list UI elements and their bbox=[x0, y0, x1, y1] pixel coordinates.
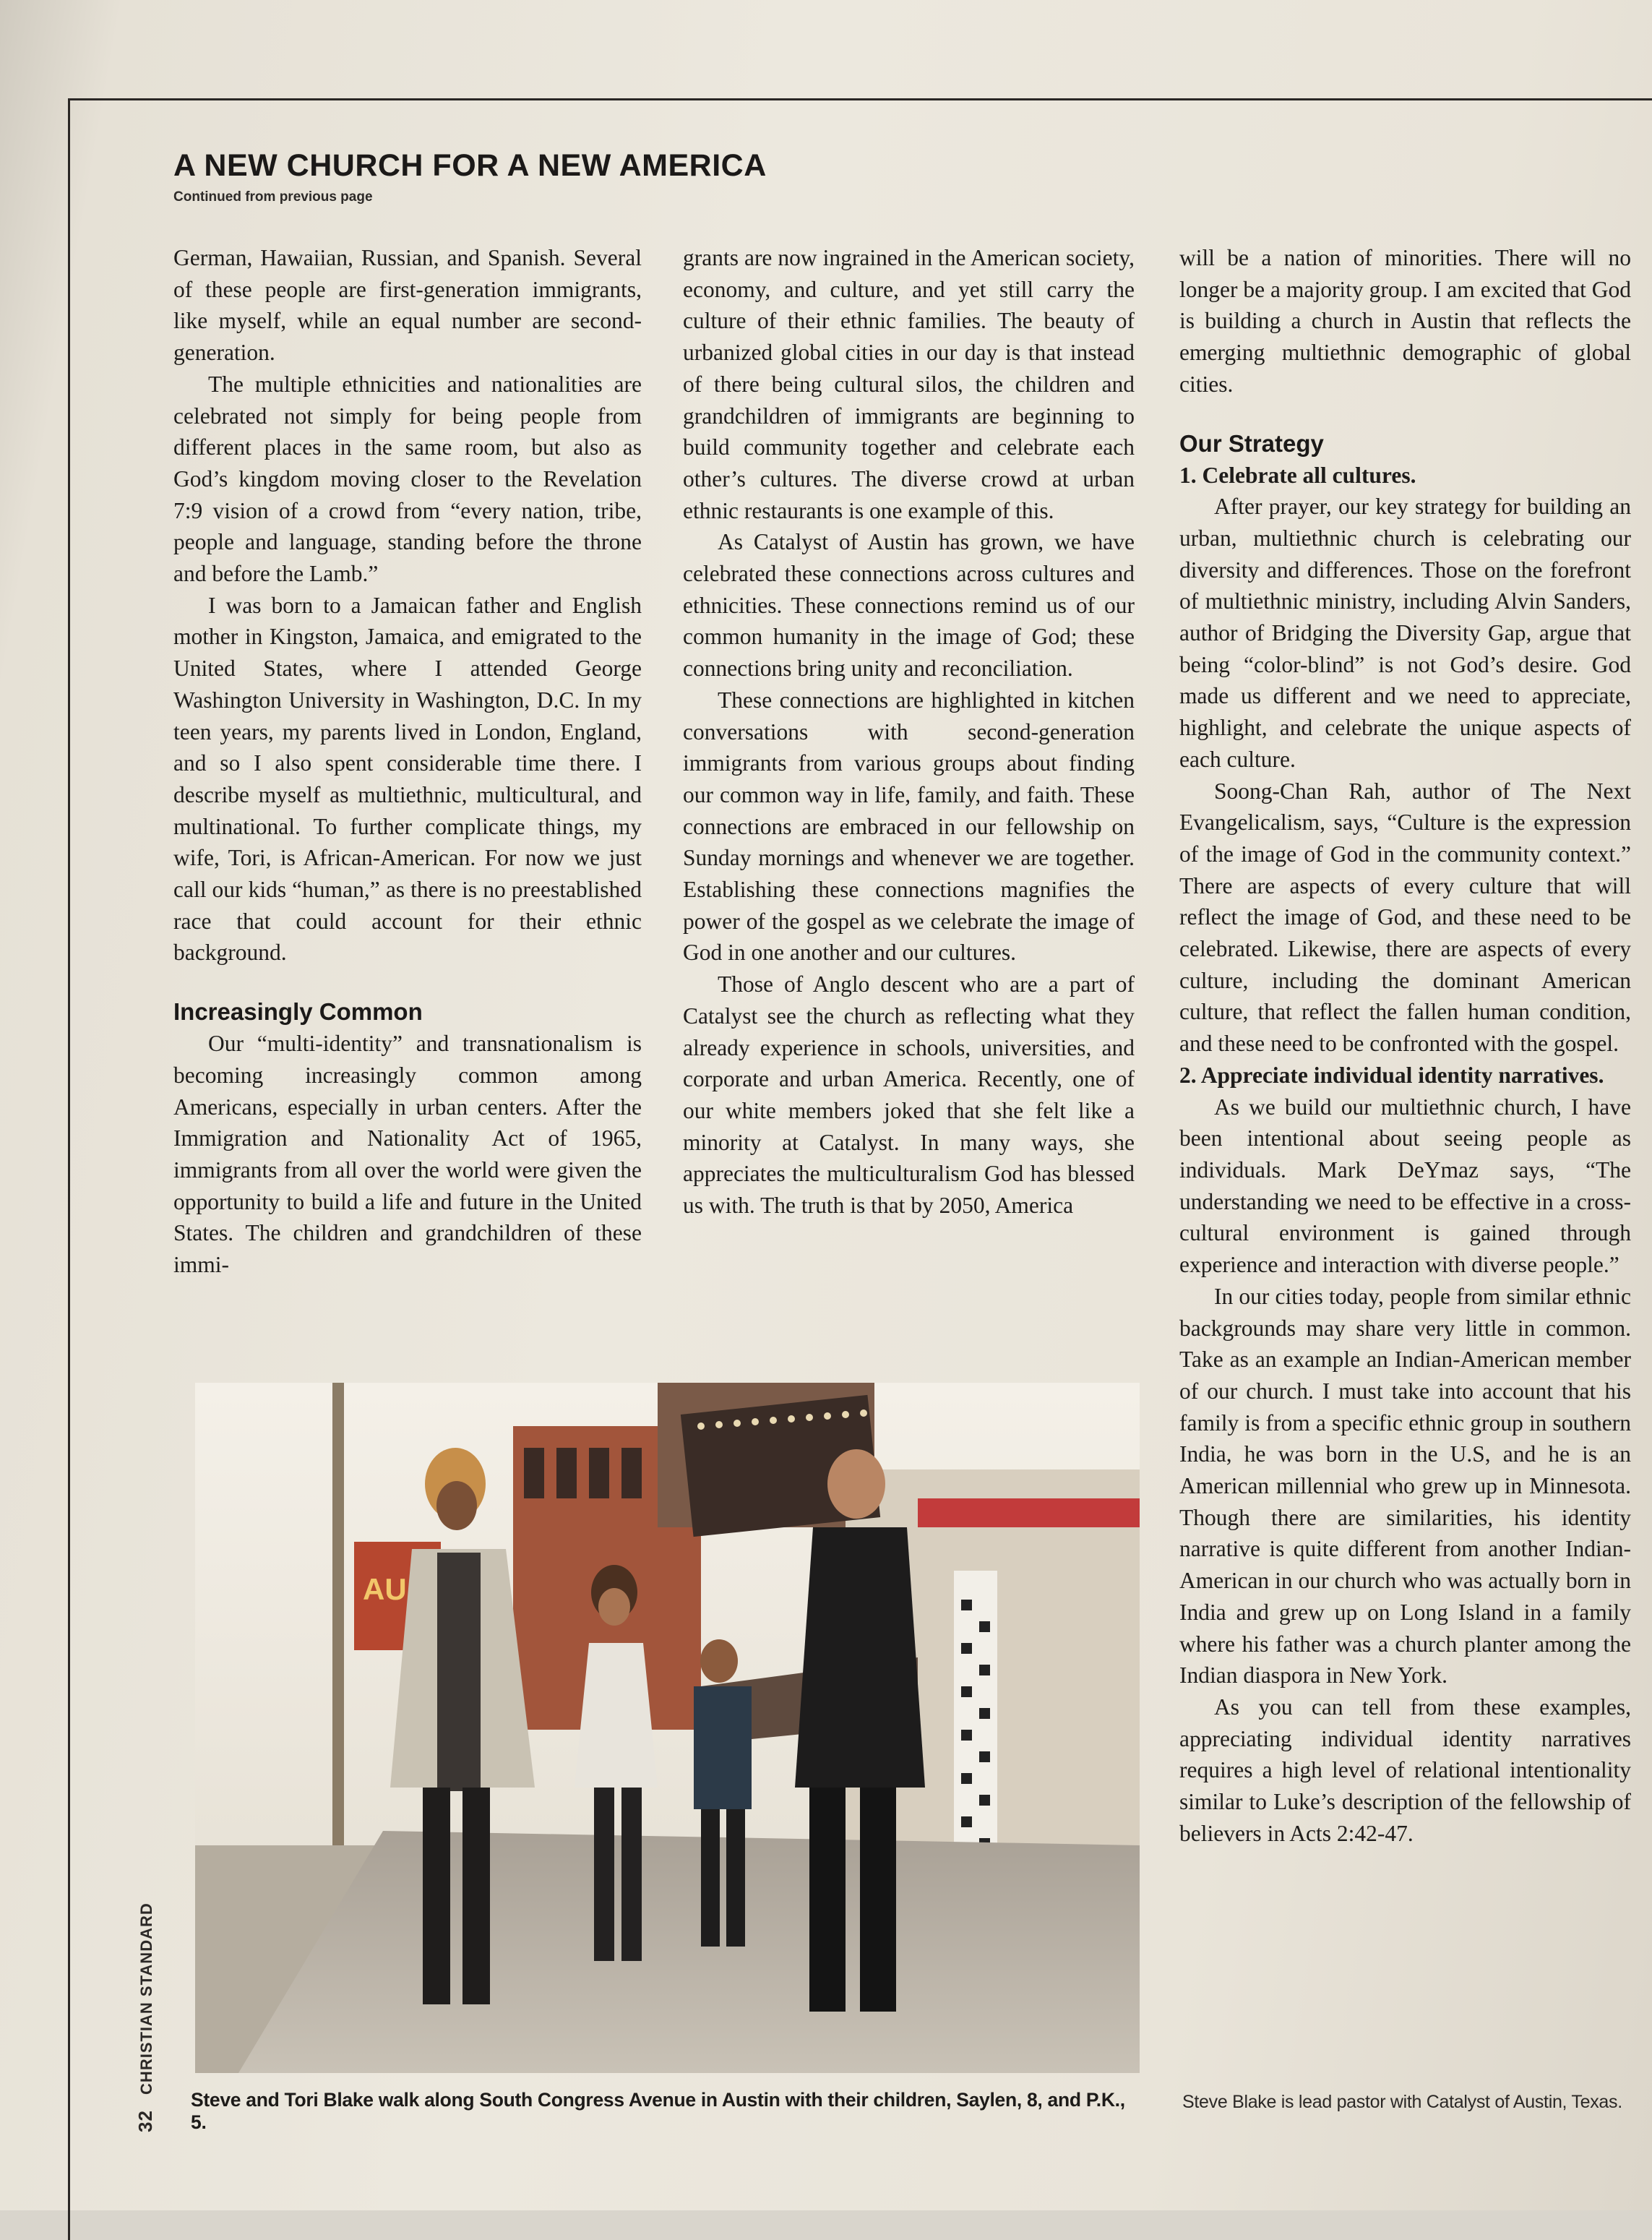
storefront-sign-text: AU bbox=[363, 1572, 407, 1606]
paragraph: As we build our multiethnic church, I have been intentional about seeing people as individuals. Mark DeYmaz says, “The understanding we need to be effective in a cross-cultural environment is gained through experience and interaction with diverse people.” bbox=[1179, 1094, 1631, 1278]
column-2 bbox=[683, 242, 1135, 1222]
publication-name: CHRISTIAN STANDARD bbox=[137, 1902, 155, 2095]
paragraph: grants are now ingrained in the American society, economy, and culture, and yet still carry the culture of their ethnic families. The beauty of urbanized global cities in our day is that instead of there being cultural silos, the children and grandchildren of immigrants are beginning to build community together and celebrate each other’s cultures. The diverse crowd at urban ethnic restaurants is one example of this. bbox=[683, 245, 1135, 523]
paragraph: Those of Anglo descent who are a part of Catalyst see the church as reflecting what they already experience in schools, universities, and corporate and urban America. Recently, one of our white members joked that she felt like a minority at Catalyst. In many ways, she appreciates the multiculturalism God has blessed us with. The truth is that by 2050, America bbox=[683, 971, 1135, 1219]
author-bio: Steve Blake is lead pastor with Catalyst of Austin, Texas. bbox=[1182, 2092, 1622, 2112]
paragraph: These connections are highlighted in kitchen conversations with second-generation immigrants from various groups about finding our common way in life, family, and faith. These connections are embraced in our fellowship on Sunday mornings and whenever we are together. Establishing these connections magnifies the power of the gospel as we celebrate the image of God in one another and our cultures. bbox=[683, 687, 1135, 966]
paragraph: I was born to a Jamaican father and English mother in Kingston, Jamaica, and emigrated to the United States, where I attended George Washington University in Washington, D.C. In my teen years, my parents lived in London, England, and so I also spent considerable time there. I describe myself as multiethnic, multicultural, and multinational. To further complicate things, my wife, Tori, is African-American. For now we just call our kids “human,” as there is no preestablished race that could account for their ethnic background. bbox=[173, 592, 642, 966]
family-street-photo bbox=[195, 1383, 1140, 2073]
paragraph: In our cities today, people from similar ethnic backgrounds may share very little in common. Take as an example an Indian-American member of our church. I must take into account that his family is from a specific ethnic group in southern India, he was born in the U.S, and he is an American millennial who grew up in Minnesota. Though there are similarities, his identity narrative is quite different from another Indian-American in our church who was actually born in India and grew up on Long Island in a family where his father was a church planter among the Indian diaspora in New York. bbox=[1179, 1283, 1631, 1688]
continued-note: Continued from previous page bbox=[173, 189, 373, 205]
column-3 bbox=[1179, 242, 1631, 1849]
paragraph: After prayer, our key strategy for building an urban, multiethnic church is celebrating our diversity and differences. Those on the forefront of multiethnic ministry, including Alvin Sanders, author of Bridging the Diversity Gap, argue that being “color-blind” is not God’s desire. God made us different and we need to appreciate, highlight, and celebrate the unique aspects of each culture. bbox=[1179, 494, 1631, 772]
column-1 bbox=[173, 242, 642, 1281]
subhead-increasingly-common: Increasingly Common bbox=[173, 998, 423, 1026]
paragraph: As Catalyst of Austin has grown, we have celebrated these connections across cultures and ethnicities. These connections remind us of our common humanity in the image of God; these connections bring unity and reconciliation. bbox=[683, 529, 1135, 682]
article-headline: A NEW CHURCH FOR A NEW AMERICA bbox=[173, 148, 767, 183]
paragraph: Soong-Chan Rah, author of The Next Evangelicalism, says, “Culture is the expression of the image of God in the community context.” There are aspects of every culture that will reflect the image of God, and these need to be celebrated. Likewise, there are aspects of every culture, including the dominant American culture, that reflect the fallen human condition, and these need to be confronted with the gospel. bbox=[1179, 778, 1631, 1057]
page-folio bbox=[134, 1902, 157, 2132]
strategy-point-1: 1. Celebrate all cultures. bbox=[1179, 462, 1416, 488]
subhead-our-strategy: Our Strategy bbox=[1179, 429, 1324, 457]
strategy-point-2: 2. Appreciate individual identity narratives. bbox=[1179, 1062, 1604, 1088]
page-number: 32 bbox=[134, 2110, 156, 2132]
paragraph: As you can tell from these examples, appreciating individual identity narratives requires a high level of relational intentionality similar to Luke’s description of the fellowship of believers in Acts 2:42-47. bbox=[1179, 1694, 1631, 1846]
photo-caption: Steve and Tori Blake walk along South Congress Avenue in Austin with their children, Saylen, 8, and P.K., 5. bbox=[191, 2089, 1125, 2133]
paragraph: will be a nation of minorities. There will no longer be a majority group. I am excited that God is building a church in Austin that reflects the emerging multiethnic demographic of global cities. bbox=[1179, 245, 1631, 397]
paragraph: The multiple ethnicities and nationalities are celebrated not simply for being people from different places in the same room, but also as God’s kingdom moving closer to the Revelation 7:9 vision of a crowd from “every nation, tribe, people and language, standing before the throne and before the Lamb.” bbox=[173, 371, 642, 587]
paragraph: Our “multi-identity” and transnationalism is becoming increasingly common among Americans, especially in urban centers. After the Immigration and Nationality Act of 1965, immigrants from all over the world were given the opportunity to build a life and future in the United States. The children and grandchildren of these immi- bbox=[173, 1031, 642, 1278]
paragraph: German, Hawaiian, Russian, and Spanish. Several of these people are first-generation immigrants, like myself, while an equal number are second-generation. bbox=[173, 245, 642, 366]
